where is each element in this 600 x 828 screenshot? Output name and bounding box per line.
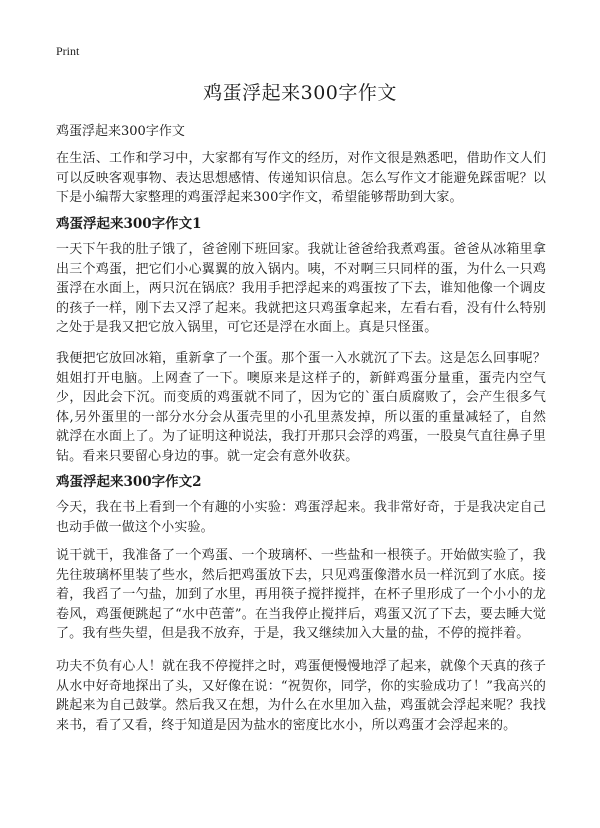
intro-paragraph: 在生活、工作和学习中，大家都有写作文的经历，对作文很是熟悉吧，借助作文人们可以反映客观事物、表达思想感情、传递知识信息。怎么写作文才能避免踩雷呢？以下是小编帮大家整理的鸡蛋浮起来300字作文，希望能够帮助到大家。 — [56, 151, 546, 205]
page-title: 鸡蛋浮起来300字作文 — [203, 82, 397, 104]
section-2-paragraph-2: 说干就干，我准备了一个鸡蛋、一个玻璃杯、一些盐和一根筷子。开始做实验了，我先往玻璃杯里装了些水，然后把鸡蛋放下去，只见鸡蛋像潜水员一样沉到了水底。接着，我舀了一勺盐，加到了水里，再用筷子搅拌搅拌，在杯子里形成了一个小小的龙卷风，鸡蛋便跳起了“水中芭蕾”。在当我停止搅拌后，鸡蛋又沉了下去，要去睡大觉了。我有些失望，但是我不放弃，于是，我又继续加入大量的盐，不停的搅拌着。 — [56, 548, 546, 641]
document-subtitle: 鸡蛋浮起来300字作文 — [56, 124, 185, 139]
section-heading-1: 鸡蛋浮起来300字作文1 — [56, 216, 202, 232]
section-1-paragraph-1: 一天下午我的肚子饿了，爸爸刚下班回家。我就让爸爸给我煮鸡蛋。爸爸从冰箱里拿出三个鸡蛋，把它们小心翼翼的放入锅内。咦，不对啊三只同样的蛋，为什么一只鸡蛋浮在水面上，两只沉在锅底？我用手把浮起来的鸡蛋按了下去，谁知他像一个调皮的孩子一样，刚下去又浮了起来。我就把这只鸡蛋拿起来，左看右看，没有什么特别之处于是我又把它放入锅里，可它还是浮在水面上。真是只怪蛋。 — [56, 242, 546, 335]
section-2-paragraph-3: 功夫不负有心人！就在我不停搅拌之时，鸡蛋便慢慢地浮了起来，就像个天真的孩子从水中好奇地探出了头，又好像在说：“祝贺你，同学，你的实验成功了！”我高兴的跳起来为自己鼓掌。然后我又在想，为什么在水里加入盐，鸡蛋就会浮起来呢？我找来书，看了又看，终于知道是因为盐水的密度比水小，所以鸡蛋才会浮起来的。 — [56, 659, 546, 733]
section-heading-2: 鸡蛋浮起来300字作文2 — [56, 474, 202, 490]
print-label[interactable]: Print — [56, 44, 80, 58]
section-2-paragraph-1: 今天，我在书上看到一个有趣的小实验：鸡蛋浮起来。我非常好奇，于是我决定自己也动手做一做这个小实验。 — [56, 500, 546, 535]
section-1-paragraph-2: 我便把它放回冰箱，重新拿了一个蛋。那个蛋一入水就沉了下去。这是怎么回事呢？姐姐打开电脑。上网查了一下。噢原来是这样子的，新鲜鸡蛋分量重，蛋壳内空气少，因此会下沉。而变质的鸡蛋就不同了，因为它的`蛋白质腐败了，会产生很多气体,另外蛋里的一部分水分会从蛋壳里的小孔里蒸发掉，所以蛋的重量减轻了，自然就浮在水面上了。为了证明这种说法，我打开那只会浮的鸡蛋，一股臭气直往鼻子里钻。看来只要留心身边的事。就一定会有意外收获。 — [56, 351, 546, 464]
